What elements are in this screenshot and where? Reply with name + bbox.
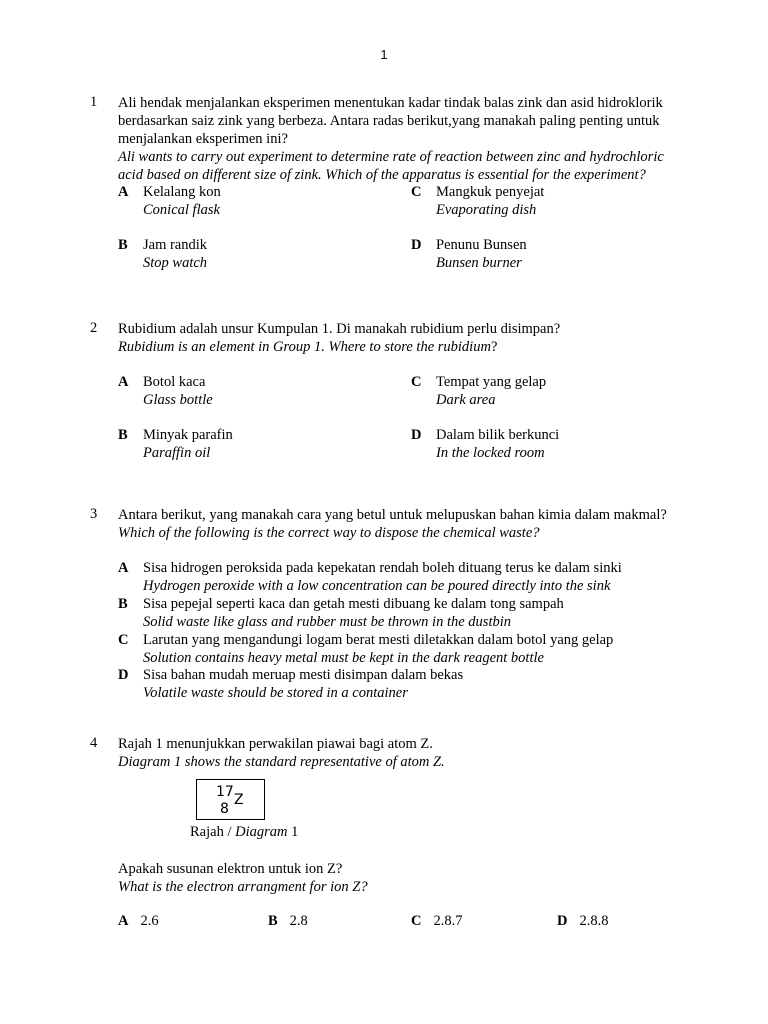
option-malay: Tempat yang gelap (436, 374, 547, 390)
option-malay: Sisa bahan mudah meruap mesti disimpan dalam bekas (143, 667, 464, 683)
option-english: Paraffin oil (143, 445, 211, 461)
option-text: 2.6 (140, 913, 159, 929)
option-malay: Minyak parafin (143, 427, 233, 443)
q4-option-a[interactable] (118, 912, 159, 930)
q4-option-c[interactable] (411, 912, 462, 930)
atom-notation-diagram (196, 779, 265, 820)
option-letter: C (411, 913, 422, 929)
option-english: Evaporating dish (436, 202, 537, 218)
option-english: Hydrogen peroxide with a low concentration can be poured directly into the sink (143, 578, 611, 594)
option-letter: D (411, 237, 422, 253)
option-malay: Penunu Bunsen (436, 237, 527, 253)
question-4-question-english: What is the electron arrangment for ion Z? (118, 879, 368, 895)
option-letter: A (118, 560, 129, 576)
option-english: Glass bottle (143, 392, 213, 408)
option-malay: Sisa pepejal seperti kaca dan getah mesti dibuang ke dalam tong sampah (143, 596, 564, 612)
question-3-stem (118, 506, 718, 542)
question-3-number: 3 (90, 506, 98, 522)
option-letter: D (411, 427, 422, 443)
q4-option-d[interactable] (557, 912, 608, 930)
question-1-number: 1 (90, 94, 98, 110)
option-letter: D (118, 667, 129, 683)
option-letter: C (118, 632, 129, 648)
question-2-english-end: ? (490, 339, 498, 355)
option-letter: A (118, 913, 129, 929)
option-malay: Larutan yang mengandungi logam berat mesti diletakkan dalam botol yang gelap (143, 632, 614, 648)
option-text: 2.8.7 (433, 913, 463, 929)
element-symbol: Z (234, 792, 244, 808)
option-malay: Kelalang kon (143, 184, 221, 200)
question-1-malay-line: menjalankan eksperimen ini? (118, 131, 288, 147)
option-malay: Dalam bilik berkunci (436, 427, 560, 443)
question-1-english-line: acid based on different size of zink. Which of the apparatus is essential for the experiment? (118, 167, 646, 183)
option-english: Volatile waste should be stored in a container (143, 685, 408, 701)
option-malay: Botol kaca (143, 374, 206, 390)
question-2-stem (118, 320, 718, 356)
page-number: 1 (380, 47, 388, 62)
diagram-caption (190, 823, 298, 841)
option-letter: B (118, 596, 128, 612)
question-4-malay: Rajah 1 menunjukkan perwakilan piawai bagi atom Z. (118, 736, 433, 752)
option-english: Stop watch (143, 255, 208, 271)
option-english: Bunsen burner (436, 255, 522, 271)
q4-option-b[interactable] (268, 912, 308, 930)
mass-number: 17 (216, 784, 234, 800)
question-2-malay: Rubidium adalah unsur Kumpulan 1. Di manakah rubidium perlu disimpan? (118, 321, 561, 337)
question-3-malay: Antara berikut, yang manakah cara yang betul untuk melupuskan bahan kimia dalam makmal? (118, 507, 667, 523)
option-english: Solid waste like glass and rubber must be thrown in the dustbin (143, 614, 512, 630)
question-4-sub (118, 860, 718, 896)
option-letter: B (268, 913, 278, 929)
question-3-english: Which of the following is the correct way to dispose the chemical waste? (118, 525, 540, 541)
option-english: Conical flask (143, 202, 220, 218)
question-1-english-line: Ali wants to carry out experiment to determine rate of reaction between zinc and hydrochloric (118, 149, 664, 165)
question-1-stem (118, 94, 718, 184)
option-malay: Sisa hidrogen peroksida pada kepekatan rendah boleh dituang terus ke dalam sinki (143, 560, 622, 576)
option-letter: C (411, 184, 422, 200)
option-english: In the locked room (436, 445, 545, 461)
question-2-english: Rubidium is an element in Group 1. Where to store the rubidium (118, 339, 491, 355)
option-letter: B (118, 427, 128, 443)
proton-number: 8 (220, 801, 229, 817)
question-4-english-diagram: Diagram (118, 754, 171, 770)
option-malay: Mangkuk penyejat (436, 184, 545, 200)
question-4-number: 4 (90, 735, 98, 751)
question-1-malay-line: berdasarkan saiz zink yang berbeza. Antara radas berikut,yang manakah paling penting untuk (118, 113, 660, 129)
question-1-malay-line: Ali hendak menjalankan eksperimen menentukan kadar tindak balas zink dan asid hidroklorik (118, 95, 663, 111)
question-2-number: 2 (90, 320, 98, 336)
option-english: Solution contains heavy metal must be kept in the dark reagent bottle (143, 650, 544, 666)
caption-english: Diagram (235, 824, 288, 840)
question-4-question-malay: Apakah susunan elektron untuk ion Z? (118, 861, 343, 877)
option-text: 2.8 (289, 913, 308, 929)
caption-malay: Rajah / (190, 824, 236, 840)
option-letter: C (411, 374, 422, 390)
option-letter: A (118, 184, 129, 200)
caption-number: 1 (287, 824, 299, 840)
option-english: Dark area (436, 392, 496, 408)
option-text: 2.8.8 (579, 913, 609, 929)
option-letter: B (118, 237, 128, 253)
option-malay: Jam randik (143, 237, 208, 253)
question-4-stem (118, 735, 718, 771)
option-letter: A (118, 374, 129, 390)
question-4-english-rest: 1 shows the standard representative of atom Z. (170, 754, 445, 770)
option-letter: D (557, 913, 568, 929)
